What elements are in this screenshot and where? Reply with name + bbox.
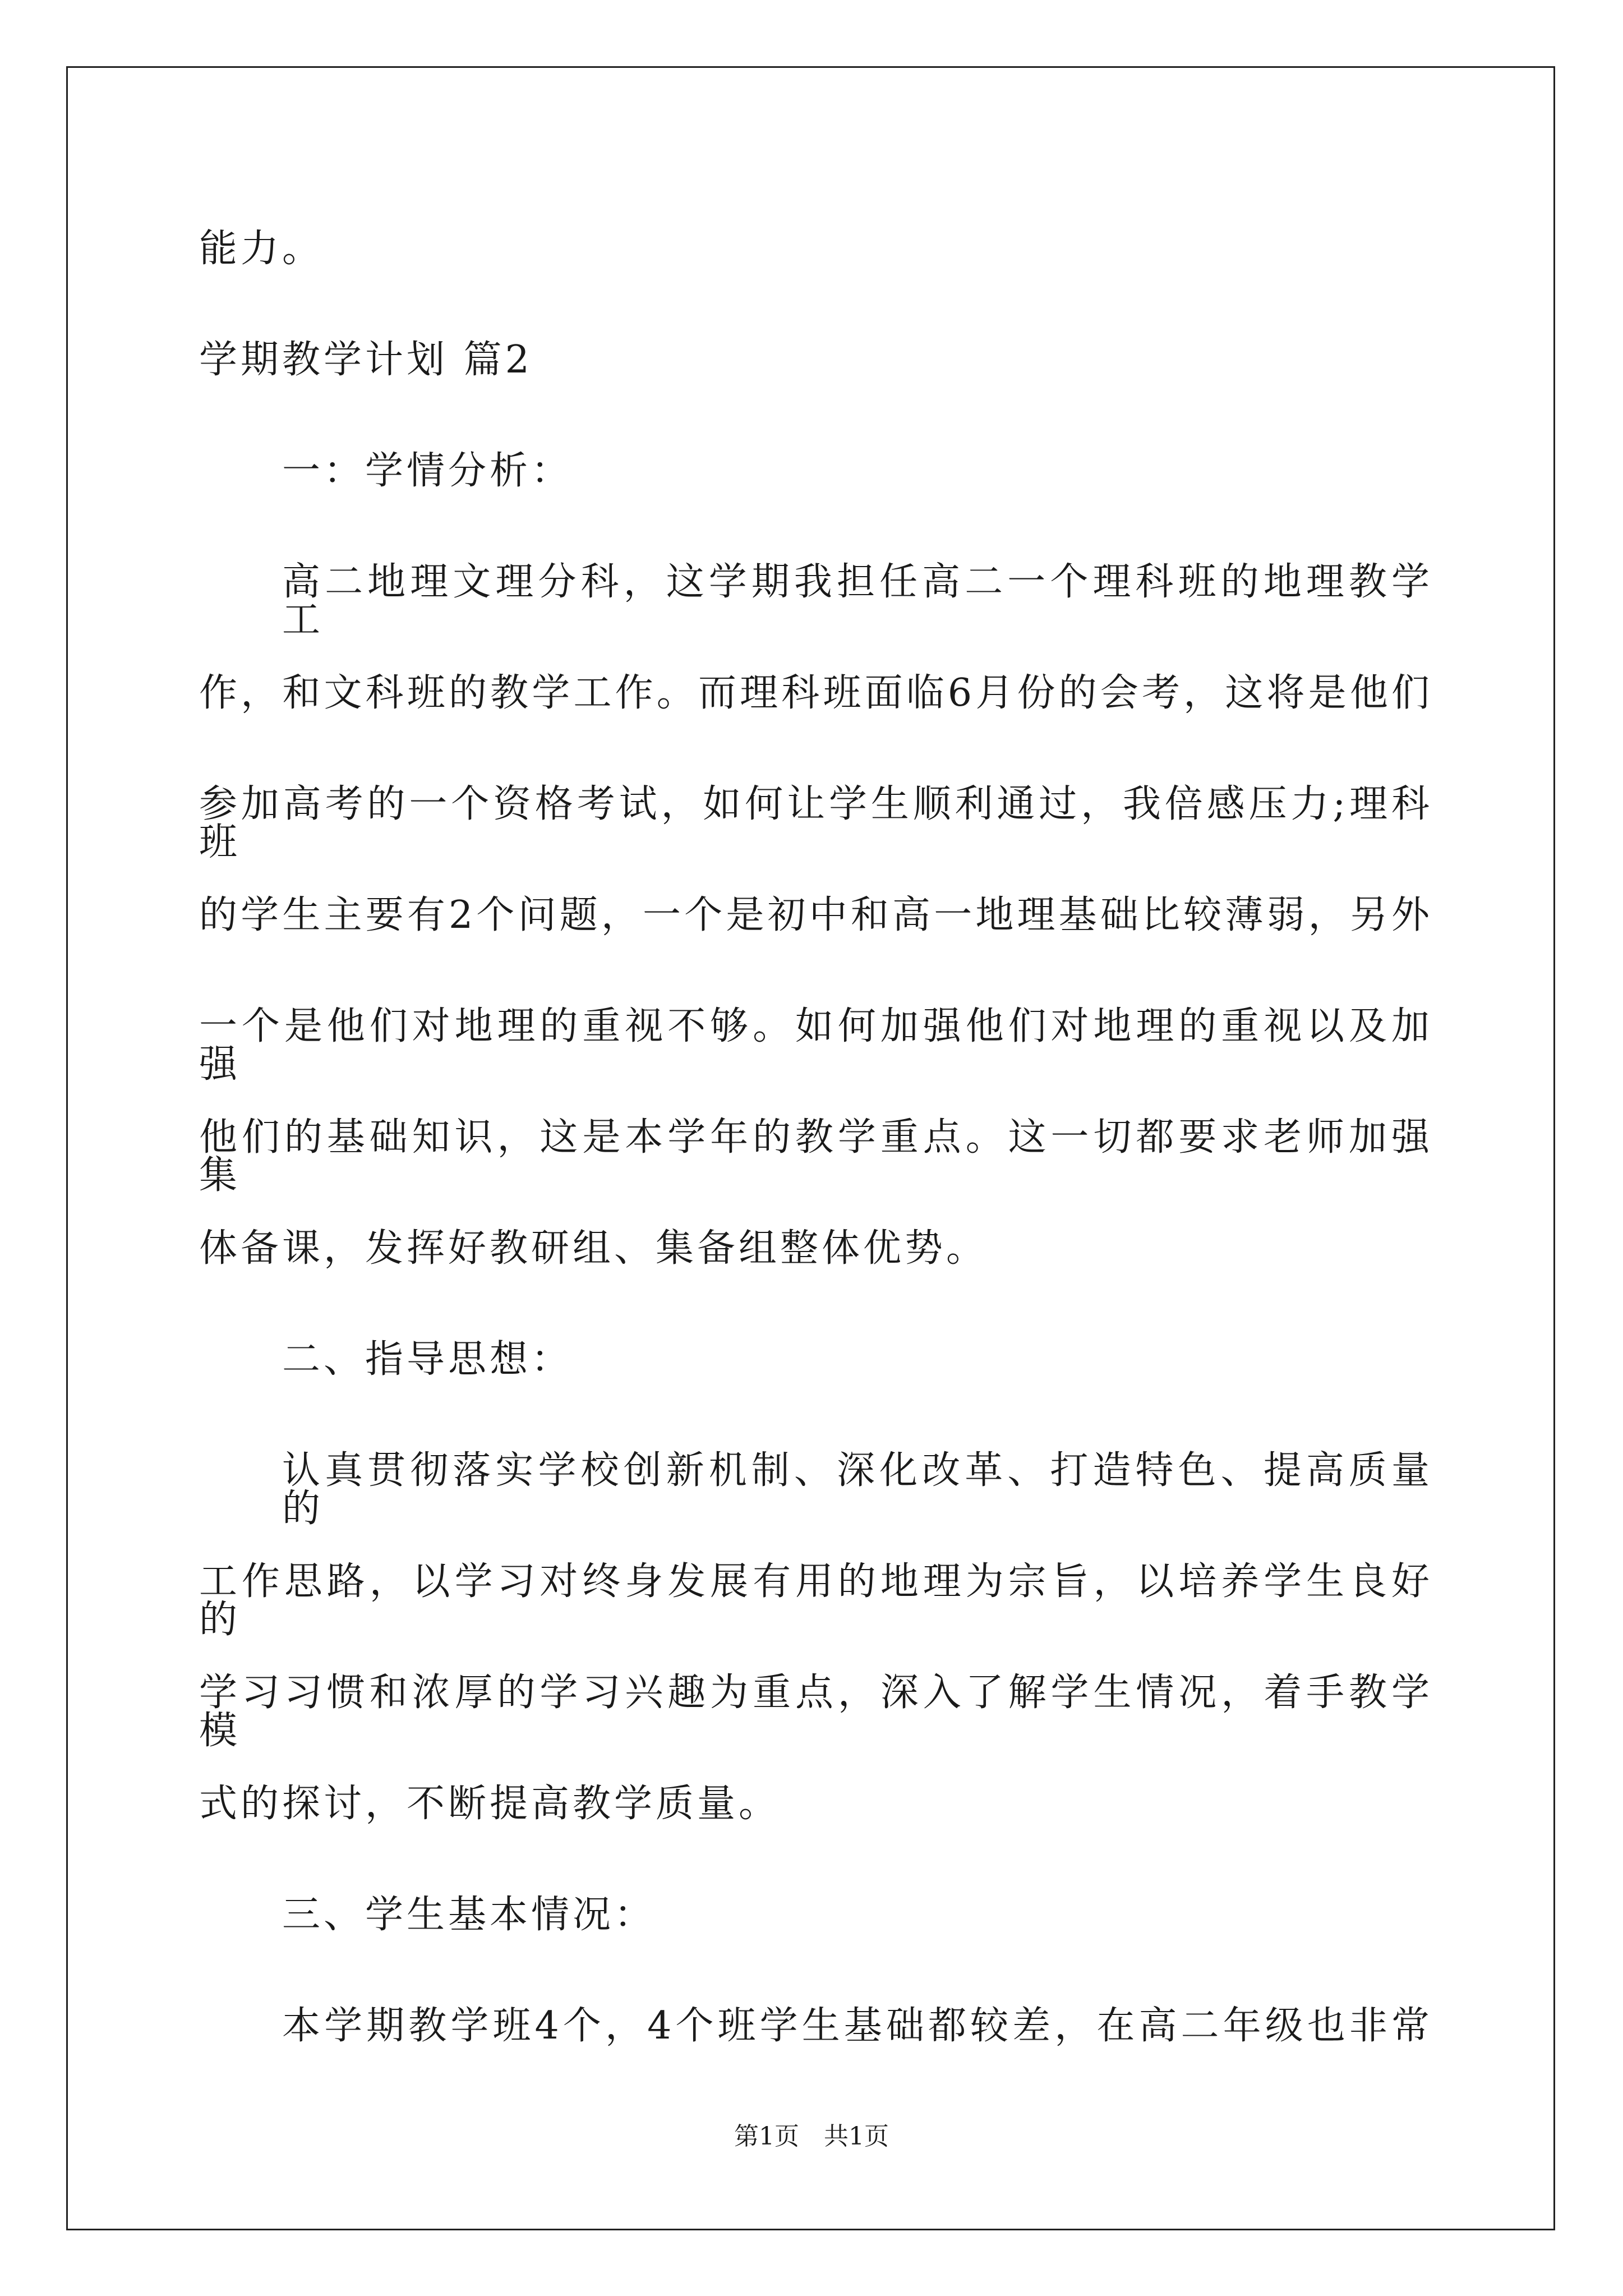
paragraph-line: 工作思路，以学习对终身发展有用的地理为宗旨，以培养学生良好的 <box>199 1559 1433 1642</box>
heading-student-situation: 三、学生基本情况： <box>282 1893 656 1937</box>
paragraph-line: 一个是他们对地理的重视不够。如何加强他们对地理的重视以及加强 <box>199 1004 1433 1087</box>
section-title: 学期教学计划 篇2 <box>199 338 533 382</box>
paragraph-line: 本学期教学班4个，4个班学生基础都较差，在高二年级也非常 <box>282 2004 1433 2048</box>
heading-learning-analysis: 一：学情分析： <box>282 449 573 493</box>
paragraph-line: 体备课，发挥好教研组、集备组整体优势。 <box>199 1226 988 1271</box>
paragraph-line: 学习习惯和浓厚的学习兴趣为重点，深入了解学生情况，着手教学模 <box>199 1671 1433 1753</box>
paragraph-line: 式的探讨，不断提高教学质量。 <box>199 1782 781 1826</box>
paragraph-line: 能力。 <box>199 227 324 271</box>
paragraph-line: 认真贯彻落实学校创新机制、深化改革、打造特色、提高质量的 <box>282 1448 1433 1531</box>
page-number: 第1页 共1页 <box>734 2122 889 2151</box>
paragraph-line: 高二地理文理分科，这学期我担任高二一个理科班的地理教学工 <box>282 560 1433 642</box>
paragraph-line: 他们的基础知识，这是本学年的教学重点。这一切都要求老师加强集 <box>199 1115 1433 1198</box>
paragraph-line: 参加高考的一个资格考试，如何让学生顺利通过，我倍感压力;理科班 <box>199 782 1433 864</box>
paragraph-line: 的学生主要有2个问题，一个是初中和高一地理基础比较薄弱，另外 <box>199 893 1433 937</box>
heading-guiding-ideology: 二、指导思想： <box>282 1337 573 1382</box>
paragraph-line: 作，和文科班的教学工作。而理科班面临6月份的会考，这将是他们 <box>199 671 1433 715</box>
